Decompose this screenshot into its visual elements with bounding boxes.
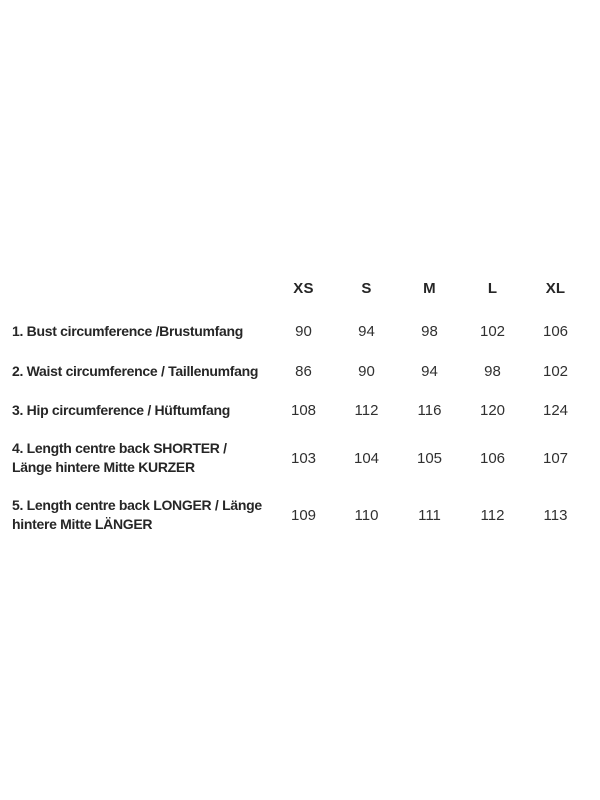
col-header-xs: XS (293, 279, 314, 297)
size-value-xl: 113 (543, 506, 568, 524)
measurement-label: 5. Length centre back LONGER / Länge hintere Mitte LÄNGER (12, 497, 262, 532)
size-value-xl: 107 (542, 449, 569, 467)
size-value-s: 104 (353, 449, 380, 467)
size-value-m: 116 (417, 401, 442, 419)
size-value-xl: 106 (542, 322, 569, 340)
size-header-row (0, 266, 587, 310)
row-back-length-longer (0, 486, 587, 544)
measurement-label: 4. Length centre back SHORTER / Länge hintere Mitte KURZER (12, 440, 227, 475)
size-value-xs: 90 (295, 322, 312, 340)
size-value-l: 102 (479, 322, 506, 340)
size-value-xs: 108 (290, 401, 317, 419)
size-value-s: 110 (354, 506, 379, 524)
size-value-xs: 86 (295, 362, 312, 380)
row-back-length-shorter (0, 430, 587, 486)
size-value-s: 94 (358, 322, 375, 340)
size-value-xl: 124 (542, 401, 569, 419)
size-value-m: 105 (416, 449, 443, 467)
size-chart-table (0, 266, 587, 544)
size-value-l: 120 (479, 401, 506, 419)
size-value-l: 98 (484, 362, 501, 380)
measurement-label: 1. Bust circumference /Brustumfang (12, 322, 243, 339)
corner-spacer-cell (0, 266, 272, 310)
size-value-xl: 102 (542, 362, 569, 380)
size-value-xs: 103 (290, 449, 317, 467)
size-value-l: 106 (479, 449, 506, 467)
size-value-l: 112 (480, 506, 505, 524)
size-value-m: 111 (418, 506, 441, 524)
size-value-s: 112 (354, 401, 379, 419)
measurement-label: 2. Waist circumference / Taillenumfang (12, 362, 259, 379)
size-value-m: 94 (421, 362, 438, 380)
row-bust-circumference (0, 310, 587, 352)
col-header-l: L (487, 279, 498, 297)
row-hip-circumference (0, 390, 587, 430)
size-value-s: 90 (358, 362, 375, 380)
measurement-label: 3. Hip circumference / Hüftumfang (12, 401, 231, 418)
col-header-xl: XL (545, 279, 566, 297)
col-header-s: S (361, 279, 372, 297)
size-value-m: 98 (421, 322, 438, 340)
size-value-xs: 109 (290, 506, 317, 524)
row-waist-circumference (0, 352, 587, 390)
col-header-m: M (423, 279, 436, 297)
